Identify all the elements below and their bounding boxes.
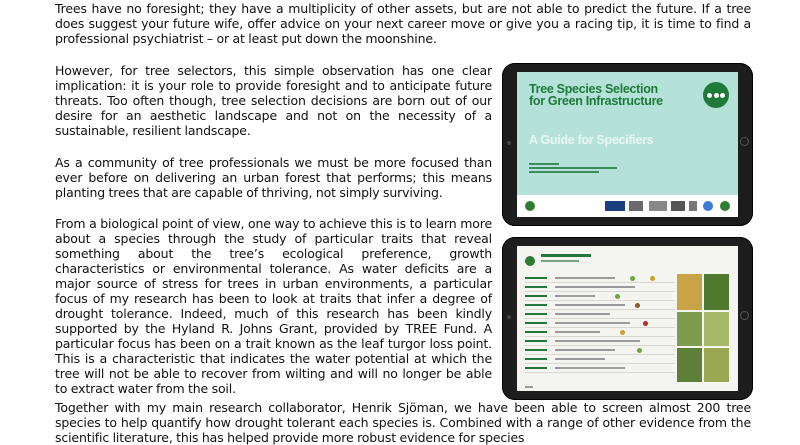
logo-icon xyxy=(525,201,535,211)
logo-icon xyxy=(525,256,535,266)
logo-icon xyxy=(703,201,713,211)
leaf-photo xyxy=(704,274,729,310)
guide-species-screen xyxy=(517,246,738,391)
tablet-cover-image xyxy=(502,63,753,226)
logo-icon xyxy=(629,201,643,211)
table-row xyxy=(525,355,675,364)
table-row xyxy=(525,337,675,346)
species-page-header xyxy=(525,254,730,272)
table-row xyxy=(525,364,675,373)
cover-logo-strip xyxy=(517,195,738,217)
flower-photo xyxy=(704,312,729,346)
species-trait-table xyxy=(525,274,675,373)
species-name-line xyxy=(541,254,591,257)
tree-photo xyxy=(677,274,702,310)
seed-photo xyxy=(704,348,729,382)
paragraph-4: From a biological point of view, one way to achieve this is to learn more about a species through the study of particular traits that reveal something about the tree’s ecological preference, growth characteristics or environmental tolerance. As water deficits are a major source of stress for trees in urban environments, a particular focus of my research has been to look at traits that infer a degree of drought tolerance. Indeed, much of this research has been kindly supported by the Hyland R. Johns Grant, provided by TREE Fund. A particular focus has been on a trait known as the leaf turgor loss point. This is a characteristic that indicates the water potential at which the tree will not be able to recover from wilting and will no longer be able to extract water from the soil. xyxy=(55,216,492,396)
tablet-camera xyxy=(507,141,511,145)
paragraph-1: Trees have no foresight; they have a multiplicity of other assets, but are not able to predict the future. If a tree does suggest your future wife, offer advice on your next career move or give you a racing tip, it is time to find a professional psychiatrist – or at least put down the moonshine. xyxy=(55,1,751,46)
cover-title: Tree Species Selection for Green Infrastructure xyxy=(529,82,663,108)
table-row xyxy=(525,319,675,328)
cover-subtitle: A Guide for Specifiers xyxy=(529,133,654,147)
logo-icon xyxy=(720,201,730,211)
paragraph-5: Together with my main research collaborator, Henrik Sjöman, we have been able to screen almost 200 tree species to help quantify how drought tolerant each species is. Combined with a range of other evidence from the scientific literature, this has helped provide more robust evidence for species xyxy=(55,400,751,445)
table-row xyxy=(525,283,675,292)
cover-badge-icon xyxy=(703,82,729,108)
page-number xyxy=(525,386,533,388)
table-row xyxy=(525,301,675,310)
table-row xyxy=(525,310,675,319)
tablet-species-page-image xyxy=(502,237,753,400)
bark-photo xyxy=(677,312,702,346)
table-row xyxy=(525,346,675,355)
paragraph-2: However, for tree selectors, this simple observation has one clear implication: it is your role to provide foresight and to anticipate future threats. Too often though, tree selection decisions are born out of our desire for an aesthetic landscape and not on the necessity of a sustainable, resilient landscape. xyxy=(55,63,492,138)
cover-authors xyxy=(529,163,619,175)
species-common-name-line xyxy=(541,260,579,262)
guide-cover-screen xyxy=(517,72,738,217)
fruit-photo xyxy=(677,348,702,382)
paragraph-3: As a community of tree professionals we must be more focused than ever before on delivering an urban forest that performs; this means planting trees that are capable of thriving, not simply surviving. xyxy=(55,155,492,200)
table-row xyxy=(525,292,675,301)
logo-icon xyxy=(689,201,697,211)
logo-icon xyxy=(649,201,667,211)
tablet-camera xyxy=(507,315,511,319)
tablet-home-button xyxy=(740,311,749,320)
species-photo-grid xyxy=(677,274,730,382)
tablet-home-button xyxy=(740,137,749,146)
logo-icon xyxy=(605,201,625,211)
table-row xyxy=(525,274,675,283)
logo-icon xyxy=(671,201,685,211)
table-row xyxy=(525,328,675,337)
